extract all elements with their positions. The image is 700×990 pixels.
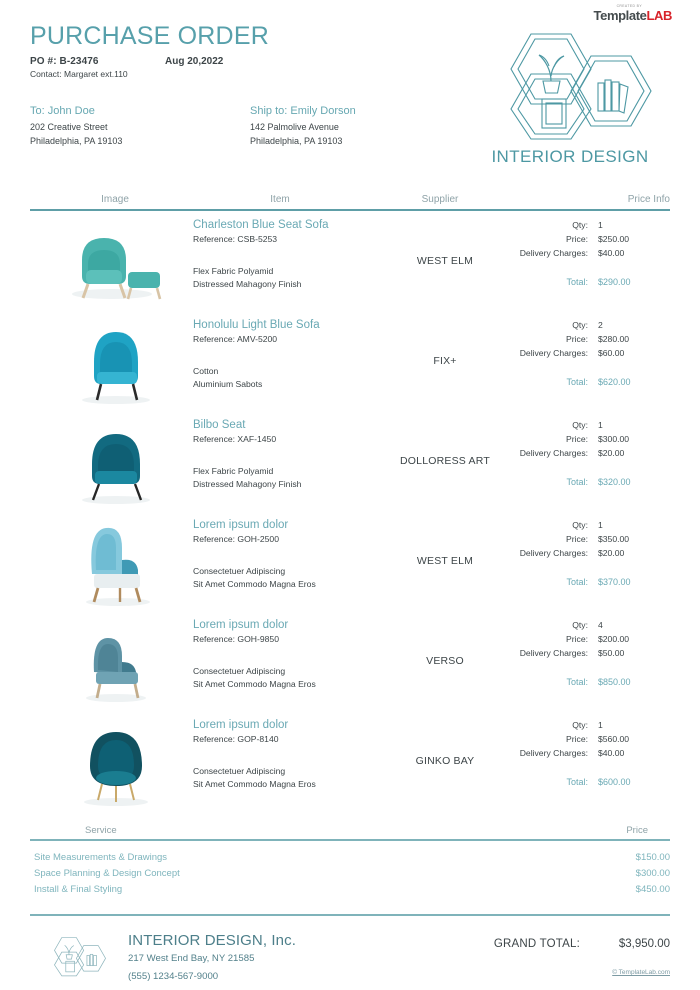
delivery-label: Delivery Charges: [519, 747, 588, 758]
item-reference: Reference: AMV-5200 [193, 334, 278, 344]
total-line [490, 375, 670, 390]
document-footer [30, 916, 670, 990]
header-left-block [30, 22, 470, 167]
item-spec-line-2: Sit Amet Commodo Magna Eros [193, 779, 316, 790]
price-label: Price: [566, 333, 588, 344]
po-meta-row [30, 56, 470, 67]
total-value: $290.00 [598, 276, 631, 287]
table-row [30, 211, 670, 311]
qty-value: 2 [598, 320, 603, 330]
service-row [30, 850, 670, 866]
item-price-info [490, 319, 670, 389]
delivery-line [490, 547, 670, 561]
item-price-info [490, 219, 670, 289]
watermark-logo-text [594, 9, 672, 22]
item-spec-line-1: Consectetuer Adipiscing [193, 766, 286, 776]
price-value: $350.00 [598, 533, 630, 544]
total-label: Total: [566, 276, 588, 287]
delivery-label: Delivery Charges: [519, 347, 588, 358]
item-spec-line-1: Flex Fabric Polyamid [193, 266, 274, 276]
item-reference: Reference: XAF-1450 [193, 434, 277, 444]
bill-to-address [30, 105, 250, 149]
service-price: $150.00 [635, 851, 670, 863]
grand-total-value: $3,950.00 [618, 938, 670, 951]
price-line [490, 633, 670, 647]
delivery-value: $20.00 [598, 447, 625, 458]
item-supplier: VERSO [426, 655, 464, 667]
qty-label: Qty: [572, 520, 588, 530]
service-name: Space Planning & Design Concept [34, 867, 180, 879]
qty-label: Qty: [572, 220, 588, 230]
total-value: $850.00 [598, 676, 631, 687]
table-row [30, 611, 670, 711]
item-image [58, 715, 176, 809]
item-reference: Reference: GOH-9850 [193, 634, 279, 644]
ship-to-line2: Philadelphia, PA 19103 [250, 135, 343, 146]
total-label: Total: [566, 376, 588, 387]
total-line [490, 275, 670, 290]
column-header-service: Service [85, 825, 117, 836]
item-title: Lorem ipsum dolor [193, 519, 289, 531]
column-header-price-info: Price Info [627, 194, 670, 205]
delivery-value: $40.00 [598, 747, 625, 758]
qty-label: Qty: [572, 320, 588, 330]
price-value: $250.00 [598, 233, 630, 244]
qty-value: 1 [598, 520, 603, 530]
templatelab-watermark [594, 5, 672, 22]
price-line [490, 433, 670, 447]
item-reference: Reference: GOH-2500 [193, 534, 279, 544]
qty-value: 1 [598, 220, 603, 230]
po-contact: Contact: Margaret ext.110 [30, 69, 128, 79]
services-table-header [30, 821, 670, 839]
po-date: Aug 20,2022 [165, 56, 224, 67]
service-row [30, 882, 670, 898]
item-image [58, 515, 176, 609]
item-supplier: DOLLORESS ART [400, 455, 490, 467]
price-label: Price: [566, 233, 588, 244]
hexagon-shelf-icon [45, 934, 107, 990]
delivery-line [490, 247, 670, 261]
column-header-image: Image [101, 194, 129, 205]
total-label: Total: [566, 576, 588, 587]
qty-value: 1 [598, 420, 603, 430]
qty-line [490, 719, 670, 733]
service-price: $300.00 [635, 867, 670, 879]
total-label: Total: [566, 476, 588, 487]
items-table [30, 189, 670, 811]
item-spec-line-2: Sit Amet Commodo Magna Eros [193, 679, 316, 690]
delivery-label: Delivery Charges: [519, 647, 588, 658]
item-spec-line-1: Consectetuer Adipiscing [193, 666, 286, 676]
service-price: $450.00 [635, 884, 670, 896]
footer-company-info [122, 932, 494, 985]
item-spec-line-2: Distressed Mahagony Finish [193, 479, 302, 490]
item-spec-line-2: Sit Amet Commodo Magna Eros [193, 579, 316, 590]
column-header-service-price: Price [626, 825, 648, 836]
price-value: $200.00 [598, 633, 630, 644]
item-image [58, 415, 176, 509]
services-table [30, 821, 670, 898]
total-line [490, 575, 670, 590]
item-image [58, 215, 176, 309]
qty-value: 1 [598, 720, 603, 730]
qty-line [490, 519, 670, 533]
total-line [490, 675, 670, 690]
delivery-line [490, 647, 670, 661]
item-supplier: WEST ELM [416, 255, 474, 267]
bill-to-title: To: John Doe [30, 105, 95, 117]
price-line [490, 233, 670, 247]
price-line [490, 733, 670, 747]
ship-to-line1: 142 Palmolive Avenue [250, 122, 339, 132]
page-title: PURCHASE ORDER [30, 22, 269, 50]
item-supplier: GINKO BAY [415, 755, 475, 767]
footer-address: 217 West End Bay, NY 21585 [128, 953, 255, 965]
watermark-template-text: Template [593, 8, 647, 24]
watermark-tiny-text: CREATED BY [616, 4, 642, 8]
total-value: $370.00 [598, 576, 631, 587]
items-rows-container [30, 211, 670, 811]
total-label: Total: [566, 676, 588, 687]
footer-logo-block [30, 932, 122, 990]
item-supplier: WEST ELM [416, 555, 474, 567]
service-row [30, 866, 670, 882]
table-row [30, 411, 670, 511]
item-supplier: FIX+ [433, 355, 457, 367]
item-reference: Reference: GOP-8140 [193, 734, 279, 744]
ship-to-address [250, 105, 470, 149]
item-title: Lorem ipsum dolor [193, 619, 289, 631]
item-spec-line-2: Distressed Mahagony Finish [193, 279, 302, 290]
ship-to-title: Ship to: Emily Dorson [250, 105, 356, 117]
total-line [490, 775, 670, 790]
price-label: Price: [566, 733, 588, 744]
delivery-value: $50.00 [598, 647, 625, 658]
item-price-info [490, 619, 670, 689]
item-spec-line-1: Flex Fabric Polyamid [193, 466, 274, 476]
items-table-header [30, 189, 670, 209]
item-title: Bilbo Seat [193, 419, 246, 431]
qty-line [490, 319, 670, 333]
qty-label: Qty: [572, 620, 588, 630]
item-spec-line-1: Cotton [193, 366, 219, 376]
service-name: Site Measurements & Drawings [34, 851, 168, 863]
brand-logo-block [470, 22, 670, 167]
item-image [58, 615, 176, 709]
delivery-value: $40.00 [598, 247, 625, 258]
total-value: $600.00 [598, 776, 631, 787]
footer-company-name: INTERIOR DESIGN, Inc. [128, 932, 296, 950]
qty-line [490, 619, 670, 633]
item-reference: Reference: CSB-5253 [193, 234, 278, 244]
hexagon-shelf-icon [485, 26, 655, 141]
templatelab-credit-link[interactable]: © TemplateLab.com [612, 969, 670, 976]
qty-line [490, 419, 670, 433]
grand-total-label: GRAND TOTAL: [493, 938, 580, 951]
total-line [490, 475, 670, 490]
document-header [30, 0, 670, 167]
table-row [30, 511, 670, 611]
qty-label: Qty: [572, 720, 588, 730]
item-image [58, 315, 176, 409]
address-block [30, 105, 470, 149]
price-label: Price: [566, 433, 588, 444]
bill-to-line2: Philadelphia, PA 19103 [30, 135, 123, 146]
table-row [30, 711, 670, 811]
watermark-lab-text: LAB [646, 8, 672, 24]
table-row [30, 311, 670, 411]
delivery-line [490, 447, 670, 461]
qty-value: 4 [598, 620, 603, 630]
delivery-label: Delivery Charges: [519, 547, 588, 558]
price-label: Price: [566, 533, 588, 544]
item-spec-line-2: Aluminium Sabots [193, 379, 263, 390]
total-label: Total: [566, 776, 588, 787]
total-value: $620.00 [598, 376, 631, 387]
item-spec-line-1: Consectetuer Adipiscing [193, 566, 286, 576]
total-value: $320.00 [598, 476, 631, 487]
delivery-value: $20.00 [598, 547, 625, 558]
qty-label: Qty: [572, 420, 588, 430]
item-title: Lorem ipsum dolor [193, 719, 289, 731]
price-label: Price: [566, 633, 588, 644]
item-price-info [490, 419, 670, 489]
price-value: $280.00 [598, 333, 630, 344]
price-line [490, 333, 670, 347]
delivery-line [490, 347, 670, 361]
grand-total-block [494, 932, 670, 950]
delivery-value: $60.00 [598, 347, 625, 358]
price-value: $300.00 [598, 433, 630, 444]
item-price-info [490, 519, 670, 589]
price-value: $560.00 [598, 733, 630, 744]
service-name: Install & Final Styling [34, 884, 123, 896]
delivery-line [490, 747, 670, 761]
bill-to-line1: 202 Creative Street [30, 122, 108, 132]
po-number: PO #: B-23476 [30, 56, 99, 67]
qty-line [490, 219, 670, 233]
delivery-label: Delivery Charges: [519, 447, 588, 458]
brand-name: INTERIOR DESIGN [491, 147, 649, 166]
column-header-supplier: Supplier [421, 194, 459, 205]
item-title: Honolulu Light Blue Sofa [193, 319, 320, 331]
item-title: Charleston Blue Seat Sofa [193, 219, 329, 231]
footer-phone: (555) 1234-567-9000 [128, 971, 219, 983]
item-price-info [490, 719, 670, 789]
column-header-item: Item [270, 194, 290, 205]
services-rows-container [30, 841, 670, 899]
delivery-label: Delivery Charges: [519, 247, 588, 258]
price-line [490, 533, 670, 547]
